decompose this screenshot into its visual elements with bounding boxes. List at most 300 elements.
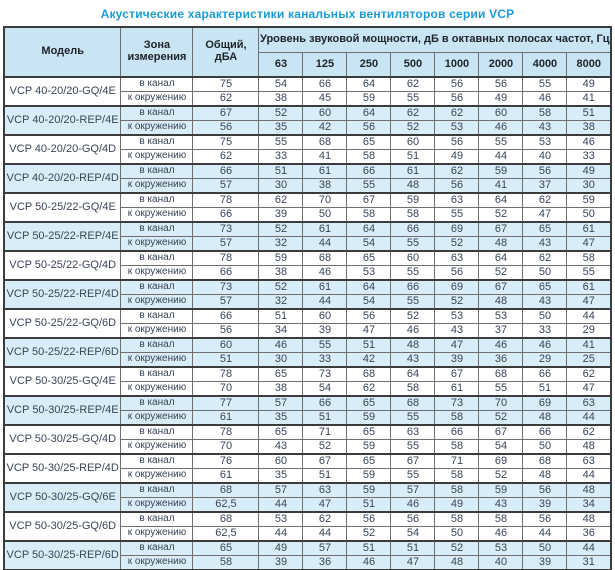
total-level-dba: 66 <box>193 309 259 324</box>
octave-band-level: 38 <box>259 382 303 397</box>
model-name: VCP 50-30/25-GQ/4E <box>4 367 121 396</box>
octave-band-level: 65 <box>347 454 391 469</box>
octave-band-level: 44 <box>259 527 303 542</box>
octave-band-level: 57 <box>259 396 303 411</box>
octave-band-level: 65 <box>259 425 303 440</box>
octave-band-level: 51 <box>523 382 567 397</box>
octave-band-level: 60 <box>391 135 435 150</box>
octave-band-level: 64 <box>479 193 523 208</box>
octave-band-level: 44 <box>303 295 347 310</box>
octave-band-level: 40 <box>479 556 523 570</box>
octave-band-level: 67 <box>479 425 523 440</box>
octave-band-level: 58 <box>347 150 391 165</box>
octave-band-level: 50 <box>303 208 347 223</box>
octave-band-level: 49 <box>567 164 611 179</box>
octave-band-level: 64 <box>347 106 391 121</box>
total-level-dba: 61 <box>193 411 259 426</box>
octave-band-level: 41 <box>567 338 611 353</box>
measurement-zone-label: к окружению <box>121 121 193 136</box>
header-sound-power-span: Уровень звуковой мощности, дБ в октавных полосах частот, Гц <box>259 27 611 53</box>
octave-band-level: 55 <box>391 92 435 107</box>
measurement-zone-label: к окружению <box>121 353 193 368</box>
model-name: VCP 50-25/22-GQ/6D <box>4 309 121 338</box>
octave-band-level: 52 <box>259 106 303 121</box>
octave-band-level: 61 <box>435 382 479 397</box>
header-frequency-4000: 4000 <box>523 53 567 78</box>
octave-band-level: 67 <box>303 454 347 469</box>
octave-band-level: 55 <box>391 237 435 252</box>
octave-band-level: 61 <box>303 222 347 237</box>
octave-band-level: 65 <box>347 396 391 411</box>
octave-band-level: 43 <box>479 498 523 513</box>
measurement-zone-label: в канал <box>121 135 193 150</box>
octave-band-level: 58 <box>347 208 391 223</box>
octave-band-level: 62 <box>567 367 611 382</box>
octave-band-level: 66 <box>347 164 391 179</box>
table-row <box>4 483 611 498</box>
total-level-dba: 58 <box>193 556 259 570</box>
total-level-dba: 78 <box>193 251 259 266</box>
octave-band-level: 68 <box>303 135 347 150</box>
octave-band-level: 30 <box>567 179 611 194</box>
table-body <box>4 77 611 570</box>
header-frequency-2000: 2000 <box>479 53 523 78</box>
measurement-zone-label: в канал <box>121 193 193 208</box>
octave-band-level: 52 <box>259 222 303 237</box>
model-name: VCP 50-30/25-REP/4D <box>4 454 121 483</box>
table-row <box>4 396 611 411</box>
octave-band-level: 46 <box>479 121 523 136</box>
total-level-dba: 76 <box>193 454 259 469</box>
total-level-dba: 73 <box>193 280 259 295</box>
octave-band-level: 58 <box>391 382 435 397</box>
measurement-zone-label: в канал <box>121 541 193 556</box>
octave-band-level: 70 <box>479 396 523 411</box>
octave-band-level: 51 <box>303 469 347 484</box>
octave-band-level: 55 <box>435 208 479 223</box>
octave-band-level: 68 <box>303 251 347 266</box>
table-row <box>4 135 611 150</box>
octave-band-level: 48 <box>479 295 523 310</box>
total-level-dba: 78 <box>193 367 259 382</box>
octave-band-level: 62 <box>435 106 479 121</box>
octave-band-level: 66 <box>523 425 567 440</box>
total-level-dba: 70 <box>193 382 259 397</box>
octave-band-level: 64 <box>347 222 391 237</box>
octave-band-level: 39 <box>303 324 347 339</box>
model-name: VCP 50-30/25-GQ/6E <box>4 483 121 512</box>
octave-band-level: 47 <box>567 382 611 397</box>
header-frequency-250: 250 <box>347 53 391 78</box>
total-level-dba: 66 <box>193 266 259 281</box>
octave-band-level: 32 <box>259 295 303 310</box>
total-level-dba: 77 <box>193 396 259 411</box>
octave-band-level: 61 <box>567 280 611 295</box>
octave-band-level: 53 <box>479 541 523 556</box>
octave-band-level: 63 <box>391 425 435 440</box>
octave-band-level: 68 <box>347 367 391 382</box>
measurement-zone-label: к окружению <box>121 527 193 542</box>
octave-band-level: 56 <box>435 266 479 281</box>
octave-band-level: 29 <box>567 324 611 339</box>
octave-band-level: 52 <box>479 469 523 484</box>
octave-band-level: 41 <box>479 179 523 194</box>
octave-band-level: 25 <box>567 353 611 368</box>
octave-band-level: 44 <box>567 309 611 324</box>
octave-band-level: 66 <box>435 425 479 440</box>
octave-band-level: 46 <box>347 556 391 570</box>
octave-band-level: 59 <box>347 440 391 455</box>
octave-band-level: 56 <box>435 135 479 150</box>
octave-band-level: 58 <box>435 483 479 498</box>
total-level-dba: 75 <box>193 135 259 150</box>
octave-band-level: 70 <box>303 193 347 208</box>
octave-band-level: 43 <box>435 324 479 339</box>
measurement-zone-label: к окружению <box>121 92 193 107</box>
octave-band-level: 30 <box>259 179 303 194</box>
octave-band-level: 51 <box>567 106 611 121</box>
octave-band-level: 58 <box>435 440 479 455</box>
total-level-dba: 57 <box>193 237 259 252</box>
octave-band-level: 66 <box>391 222 435 237</box>
octave-band-level: 44 <box>259 498 303 513</box>
octave-band-level: 71 <box>435 454 479 469</box>
octave-band-level: 55 <box>391 469 435 484</box>
octave-band-level: 62 <box>303 512 347 527</box>
model-name: VCP 50-30/25-REP/6D <box>4 541 121 570</box>
octave-band-level: 46 <box>391 498 435 513</box>
octave-band-level: 60 <box>303 106 347 121</box>
octave-band-level: 52 <box>347 527 391 542</box>
octave-band-level: 47 <box>303 498 347 513</box>
total-level-dba: 70 <box>193 440 259 455</box>
measurement-zone-label: к окружению <box>121 382 193 397</box>
octave-band-level: 52 <box>259 280 303 295</box>
octave-band-level: 62 <box>435 164 479 179</box>
total-level-dba: 68 <box>193 512 259 527</box>
octave-band-level: 47 <box>567 295 611 310</box>
octave-band-level: 62 <box>391 77 435 92</box>
octave-band-level: 55 <box>567 266 611 281</box>
total-level-dba: 75 <box>193 77 259 92</box>
total-level-dba: 56 <box>193 121 259 136</box>
octave-band-level: 50 <box>523 541 567 556</box>
octave-band-level: 43 <box>523 295 567 310</box>
header-row-top <box>4 27 611 53</box>
octave-band-level: 50 <box>523 266 567 281</box>
octave-band-level: 68 <box>523 454 567 469</box>
octave-band-level: 38 <box>567 121 611 136</box>
octave-band-level: 61 <box>303 164 347 179</box>
model-name: VCP 50-25/22-GQ/4E <box>4 193 121 222</box>
table-row <box>4 425 611 440</box>
model-name: VCP 50-30/25-GQ/4D <box>4 425 121 454</box>
octave-band-level: 52 <box>479 208 523 223</box>
octave-band-level: 65 <box>259 367 303 382</box>
octave-band-level: 30 <box>259 353 303 368</box>
octave-band-level: 39 <box>259 208 303 223</box>
total-level-dba: 62 <box>193 92 259 107</box>
octave-band-level: 66 <box>303 396 347 411</box>
octave-band-level: 55 <box>347 179 391 194</box>
octave-band-level: 52 <box>435 541 479 556</box>
octave-band-level: 44 <box>523 527 567 542</box>
octave-band-level: 52 <box>435 237 479 252</box>
octave-band-level: 65 <box>523 280 567 295</box>
table-row <box>4 512 611 527</box>
octave-band-level: 67 <box>479 280 523 295</box>
model-name: VCP 40-20/20-REP/4E <box>4 106 121 135</box>
octave-band-level: 52 <box>391 309 435 324</box>
octave-band-level: 56 <box>479 77 523 92</box>
model-name: VCP 40-20/20-GQ/4E <box>4 77 121 106</box>
octave-band-level: 54 <box>479 440 523 455</box>
octave-band-level: 35 <box>259 411 303 426</box>
octave-band-level: 50 <box>523 440 567 455</box>
octave-band-level: 49 <box>435 498 479 513</box>
table-row <box>4 367 611 382</box>
octave-band-level: 53 <box>435 309 479 324</box>
octave-band-level: 69 <box>435 280 479 295</box>
octave-band-level: 71 <box>303 425 347 440</box>
octave-band-level: 47 <box>567 237 611 252</box>
octave-band-level: 43 <box>523 121 567 136</box>
octave-band-level: 63 <box>435 193 479 208</box>
octave-band-level: 64 <box>347 77 391 92</box>
total-level-dba: 73 <box>193 222 259 237</box>
total-level-dba: 60 <box>193 338 259 353</box>
octave-band-level: 62 <box>523 251 567 266</box>
octave-band-level: 69 <box>523 396 567 411</box>
octave-band-level: 56 <box>391 512 435 527</box>
octave-band-level: 57 <box>259 483 303 498</box>
octave-band-level: 49 <box>567 77 611 92</box>
total-level-dba: 66 <box>193 164 259 179</box>
measurement-zone-label: к окружению <box>121 179 193 194</box>
octave-band-level: 59 <box>347 92 391 107</box>
table-row <box>4 222 611 237</box>
header-model: Модель <box>4 27 121 77</box>
octave-band-level: 48 <box>567 440 611 455</box>
octave-band-level: 64 <box>479 251 523 266</box>
model-name: VCP 40-20/20-REP/4D <box>4 164 121 193</box>
octave-band-level: 53 <box>347 266 391 281</box>
table-row <box>4 106 611 121</box>
octave-band-level: 46 <box>391 324 435 339</box>
measurement-zone-label: к окружению <box>121 150 193 165</box>
octave-band-level: 56 <box>347 309 391 324</box>
total-level-dba: 51 <box>193 353 259 368</box>
octave-band-level: 51 <box>347 498 391 513</box>
measurement-zone-label: в канал <box>121 338 193 353</box>
octave-band-level: 48 <box>523 411 567 426</box>
acoustic-characteristics-table <box>3 26 612 570</box>
model-name: VCP 50-30/25-GQ/6D <box>4 512 121 541</box>
octave-band-level: 55 <box>523 77 567 92</box>
measurement-zone-label: к окружению <box>121 295 193 310</box>
octave-band-level: 39 <box>523 556 567 570</box>
octave-band-level: 44 <box>567 469 611 484</box>
octave-band-level: 48 <box>391 179 435 194</box>
octave-band-level: 57 <box>303 541 347 556</box>
octave-band-level: 46 <box>523 338 567 353</box>
total-level-dba: 62,5 <box>193 527 259 542</box>
octave-band-level: 58 <box>435 512 479 527</box>
table-header <box>4 27 611 77</box>
octave-band-level: 48 <box>479 237 523 252</box>
total-level-dba: 57 <box>193 179 259 194</box>
total-level-dba: 68 <box>193 483 259 498</box>
octave-band-level: 67 <box>435 367 479 382</box>
octave-band-level: 60 <box>259 454 303 469</box>
octave-band-level: 58 <box>523 106 567 121</box>
octave-band-level: 46 <box>303 266 347 281</box>
octave-band-level: 55 <box>391 411 435 426</box>
octave-band-level: 31 <box>567 556 611 570</box>
measurement-zone-label: в канал <box>121 251 193 266</box>
table-row <box>4 193 611 208</box>
table-row <box>4 280 611 295</box>
octave-band-level: 33 <box>259 150 303 165</box>
octave-band-level: 48 <box>567 483 611 498</box>
header-frequency-1000: 1000 <box>435 53 479 78</box>
octave-band-level: 33 <box>567 150 611 165</box>
header-frequency-125: 125 <box>303 53 347 78</box>
octave-band-level: 46 <box>523 92 567 107</box>
measurement-zone-label: к окружению <box>121 411 193 426</box>
octave-band-level: 65 <box>523 222 567 237</box>
octave-band-level: 47 <box>347 324 391 339</box>
octave-band-level: 39 <box>523 498 567 513</box>
octave-band-level: 48 <box>567 512 611 527</box>
octave-band-level: 52 <box>303 440 347 455</box>
octave-band-level: 55 <box>391 295 435 310</box>
measurement-zone-label: в канал <box>121 454 193 469</box>
octave-band-level: 68 <box>479 367 523 382</box>
octave-band-level: 41 <box>567 92 611 107</box>
octave-band-level: 59 <box>391 193 435 208</box>
measurement-zone-label: к окружению <box>121 440 193 455</box>
octave-band-level: 36 <box>567 527 611 542</box>
total-level-dba: 78 <box>193 425 259 440</box>
octave-band-level: 43 <box>523 237 567 252</box>
octave-band-level: 62 <box>259 193 303 208</box>
octave-band-level: 36 <box>479 353 523 368</box>
measurement-zone-label: в канал <box>121 280 193 295</box>
octave-band-level: 58 <box>435 411 479 426</box>
octave-band-level: 51 <box>347 338 391 353</box>
total-level-dba: 62 <box>193 150 259 165</box>
octave-band-level: 62 <box>523 193 567 208</box>
octave-band-level: 36 <box>303 556 347 570</box>
octave-band-level: 46 <box>479 338 523 353</box>
octave-band-level: 58 <box>391 208 435 223</box>
octave-band-level: 59 <box>259 251 303 266</box>
octave-band-level: 65 <box>347 425 391 440</box>
measurement-zone-label: к окружению <box>121 498 193 513</box>
octave-band-level: 49 <box>479 92 523 107</box>
octave-band-level: 66 <box>391 280 435 295</box>
octave-band-level: 35 <box>259 469 303 484</box>
octave-band-level: 62 <box>567 425 611 440</box>
measurement-zone-label: к окружению <box>121 208 193 223</box>
octave-band-level: 38 <box>303 179 347 194</box>
octave-band-level: 61 <box>303 280 347 295</box>
octave-band-level: 56 <box>523 512 567 527</box>
octave-band-level: 44 <box>567 541 611 556</box>
measurement-zone-label: в канал <box>121 483 193 498</box>
measurement-zone-label: к окружению <box>121 469 193 484</box>
octave-band-level: 45 <box>303 92 347 107</box>
octave-band-level: 47 <box>391 556 435 570</box>
total-level-dba: 78 <box>193 193 259 208</box>
measurement-zone-label: в канал <box>121 222 193 237</box>
octave-band-level: 41 <box>303 150 347 165</box>
octave-band-level: 43 <box>259 440 303 455</box>
octave-band-level: 47 <box>523 208 567 223</box>
measurement-zone-label: в канал <box>121 396 193 411</box>
octave-band-level: 55 <box>479 382 523 397</box>
octave-band-level: 63 <box>303 483 347 498</box>
octave-band-level: 60 <box>303 309 347 324</box>
measurement-zone-label: в канал <box>121 512 193 527</box>
octave-band-level: 57 <box>391 483 435 498</box>
octave-band-level: 62 <box>347 382 391 397</box>
octave-band-level: 62 <box>391 106 435 121</box>
total-level-dba: 61 <box>193 469 259 484</box>
octave-band-level: 33 <box>523 324 567 339</box>
octave-band-level: 42 <box>303 121 347 136</box>
model-name: VCP 40-20/20-GQ/4D <box>4 135 121 164</box>
octave-band-level: 68 <box>391 396 435 411</box>
octave-band-level: 65 <box>347 135 391 150</box>
octave-band-level: 51 <box>391 541 435 556</box>
model-name: VCP 50-25/22-REP/6D <box>4 338 121 367</box>
octave-band-level: 53 <box>259 512 303 527</box>
octave-band-level: 52 <box>435 295 479 310</box>
octave-band-level: 63 <box>435 251 479 266</box>
octave-band-level: 56 <box>347 512 391 527</box>
octave-band-level: 53 <box>479 309 523 324</box>
octave-band-level: 64 <box>347 280 391 295</box>
measurement-zone-label: к окружению <box>121 266 193 281</box>
octave-band-level: 63 <box>567 454 611 469</box>
model-name: VCP 50-25/22-REP/4D <box>4 280 121 309</box>
octave-band-level: 56 <box>435 77 479 92</box>
octave-band-level: 56 <box>523 483 567 498</box>
octave-band-level: 46 <box>479 527 523 542</box>
octave-band-level: 46 <box>259 338 303 353</box>
table-row <box>4 541 611 556</box>
octave-band-level: 48 <box>435 556 479 570</box>
octave-band-level: 58 <box>435 469 479 484</box>
total-level-dba: 66 <box>193 208 259 223</box>
octave-band-level: 56 <box>435 92 479 107</box>
octave-band-level: 59 <box>347 483 391 498</box>
measurement-zone-label: к окружению <box>121 556 193 570</box>
octave-band-level: 51 <box>259 164 303 179</box>
octave-band-level: 49 <box>259 541 303 556</box>
table-row <box>4 338 611 353</box>
octave-band-level: 54 <box>391 527 435 542</box>
octave-band-level: 73 <box>435 396 479 411</box>
octave-band-level: 67 <box>391 454 435 469</box>
octave-band-level: 60 <box>479 106 523 121</box>
octave-band-level: 59 <box>479 483 523 498</box>
measurement-zone-label: к окружению <box>121 237 193 252</box>
octave-band-level: 35 <box>259 121 303 136</box>
table-row <box>4 454 611 469</box>
